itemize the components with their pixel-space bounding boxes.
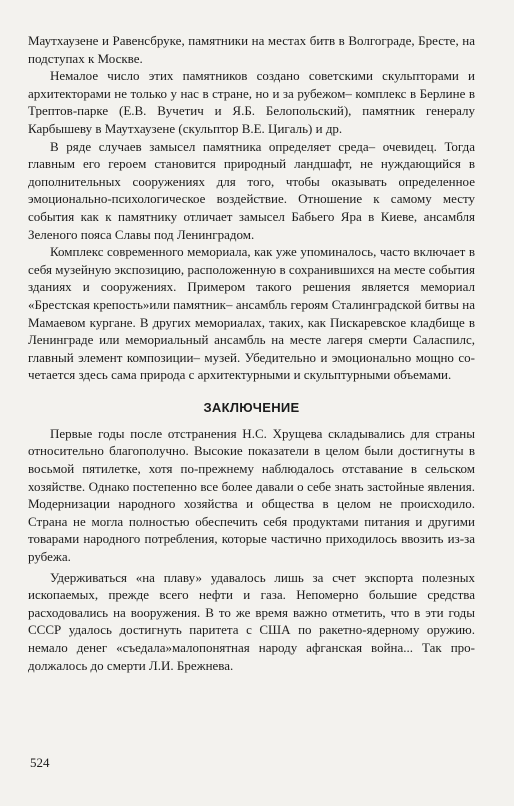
paragraph: Удерживаться «на плаву» удавалось лишь за счет экспорта полезных ископаемых, прежде всего нефти и газа. Непомерно большие средства расходовались на вооружения. В то же время важно отметить, что в эти годы СССР удалось достигнуть паритета с США по ракетно-ядерному оружию. немало денег «съедала»малопонятная народу афганская война... Так продолжалось до смерти Л.И. Брежнева. <box>28 569 475 673</box>
paragraph: Немалое число этих памятников создано советскими скульпторами и архитекторами не только у нас в стране, но и за рубежом– комплекс в Берлине в Трептов-парке (Е.В. Вучетич и Я.Б. Белопольский), памятник генералу Карбышеву в Маутхаузене (скульптор В.Е. Цигаль) и др. <box>28 68 475 136</box>
section-heading: ЗАКЛЮЧЕНИЕ <box>203 399 300 415</box>
section-memorials <box>28 32 475 384</box>
paragraph: Первые годы после отстранения Н.С. Хрущева складывались для страны относительно благополучно. Высокие показатели в целом были достигнуты в восьмой пятилетке, хотя по-прежнему наблюдалось отставание в сельском хозяйстве. Однако постепенно все более давали о себе знать застойные явления. Модернизации народного хозяйства и общества в целом не происходило. Страна не могла полностью обеспечить себя продуктами питания и другими товарами народного потребления, которые частично приходилось ввозить из-за рубежа. <box>28 425 475 565</box>
paragraph: Маутхаузене и Равенсбруке, памятники на местах битв в Волгограде, Бресте, на подступах к Москве. <box>28 33 475 66</box>
paragraph: Комплекс современного мемориала, как уже упоминалось, часто включает в себя музейную экспозицию, расположенную в сохранившихся на месте события зданиях и сооружениях. Примером такого решения является мемориал «Брестская крепость»или памятник– ансамбль героям Сталинградской битвы на Мамаевом кургане. В других мемориалах, таких, как Пискаревское кладбище в Ленинграде или мемориальный ансамбль на месте лагеря смерти Саласпилс, главный элемент композиции– музей. Убедительно и эмоционально мощно сочетается здесь сама природа с архитектурными и скульптурными объемами. <box>28 244 475 383</box>
page-number: 524 <box>30 755 50 770</box>
book-page <box>28 32 475 777</box>
section-conclusion <box>28 425 475 674</box>
paragraph: В ряде случаев замысел памятника определяет среда– очевидец. Тогда главным его героем становится природный ландшафт, не нуждающийся в дополнительных сооружениях для того, чтобы оказывать определенное эмоционально-психологическое воздействие. Отношение к самому месту события как к памятнику отличает замысел Бабьего Яра в Киеве, ансамбля Зеленого пояса Славы под Ленинградом. <box>28 138 475 242</box>
